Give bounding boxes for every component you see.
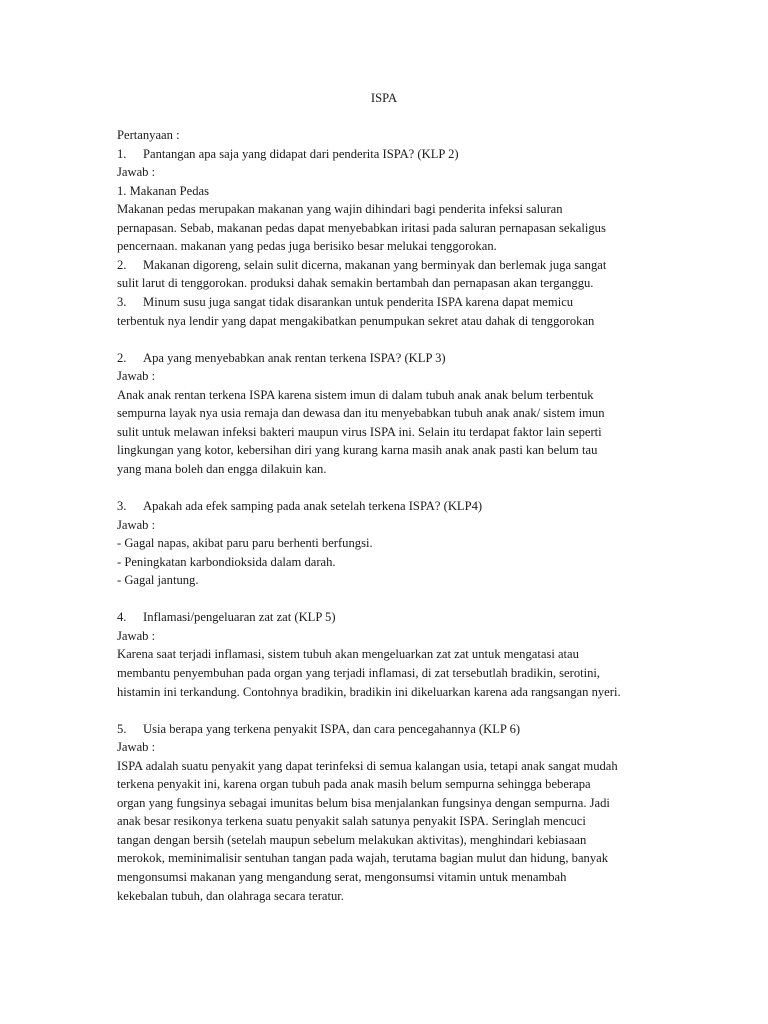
text-line: sempurna layak nya usia remaja dan dewasa dan itu menyebabkan tubuh anak anak/ sistem imun [117, 406, 605, 421]
document-title: ISPA [370, 91, 398, 105]
text-line: Karena saat terjadi inflamasi, sistem tubuh akan mengeluarkan zat zat untuk mengatasi atau [117, 647, 579, 662]
text-line: kekebalan tubuh, dan olahraga secara teratur. [117, 888, 344, 903]
text-line: anak besar resikonya terkena suatu penyakit salah satunya penyakit ISPA. Seringlah mencuci [117, 814, 586, 829]
text-line [117, 497, 482, 515]
text-line: Makanan pedas merupakan makanan yang wajin dihindari bagi penderita infeksi saluran [117, 202, 563, 217]
text-line [117, 145, 459, 163]
list-number: 2. [117, 350, 127, 365]
text-line: Anak anak rentan terkena ISPA karena sistem imun di dalam tubuh anak anak belum terbentuk [117, 387, 594, 402]
text-line: merokok, meminimalisir sentuhan tangan pada wajah, terutama bagian mulut dan hidung, banyak [117, 851, 609, 866]
text-line [117, 349, 446, 367]
text-line: organ yang fungsinya sebagai imunitas belum bisa menjalankan fungsinya dengan sempurna. Jadi [117, 795, 610, 810]
list-number: 1. [117, 146, 127, 161]
text-line [117, 608, 336, 626]
text-line: histamin ini terkandung. Contohnya bradikin, bradikin ini dikeluarkan karena ada rangsangan nyeri. [117, 684, 621, 699]
text-line: mengonsumsi makanan yang mengandung serat, mengonsumsi vitamin untuk menambah [117, 870, 567, 884]
text-line: - Peningkatan karbondioksida dalam darah. [117, 554, 336, 569]
list-number: 5. [117, 721, 127, 736]
list-number: 2. [117, 257, 127, 272]
list-number: 4. [117, 610, 127, 625]
text-line: Jawab : [117, 740, 156, 755]
text-line: sulit larut di tenggorokan. produksi dahak semakin bertambah dan pernapasan akan terganggu. [117, 276, 594, 291]
text-line: Pertanyaan : [117, 128, 180, 142]
text-line: Jawab : [117, 517, 156, 532]
list-number: 3. [117, 499, 127, 513]
text-line: yang mana boleh dan engga dilakuin kan. [117, 461, 327, 476]
text-line [117, 720, 520, 738]
list-text: Makanan digoreng, selain sulit dicerna, makanan yang berminyak dan berlemak juga sangat [143, 257, 607, 272]
text-line: pernapasan. Sebab, makanan pedas dapat menyebabkan iritasi pada saluran pernapasan sekaligus [117, 220, 606, 235]
text-line: 1. Makanan Pedas [117, 183, 209, 198]
list-number: 3. [117, 294, 127, 309]
text-line: membantu penyembuhan pada organ yang terjadi inflamasi, di zat tersebutlah bradikin, serotini, [117, 665, 601, 680]
text-line: - Gagal jantung. [117, 573, 199, 588]
list-text: Pantangan apa saja yang didapat dari penderita ISPA? (KLP 2) [143, 146, 459, 161]
text-line: Jawab : [117, 369, 156, 384]
list-text: Inflamasi/pengeluaran zat zat (KLP 5) [143, 610, 336, 625]
text-line: Jawab : [117, 165, 156, 180]
list-text: Minum susu juga sangat tidak disarankan untuk penderita ISPA karena dapat memicu [143, 294, 574, 309]
text-line: lingkungan yang kotor, kebersihan diri yang kurang karna masih anak anak pasti kan belum tau [117, 443, 598, 458]
text-line: - Gagal napas, akibat paru paru berhenti berfungsi. [117, 536, 373, 551]
text-line [117, 293, 573, 311]
text-line: pencernaan. makanan yang pedas juga berisiko besar melukai tenggorokan. [117, 239, 497, 254]
text-line: terbentuk nya lendir yang dapat mengakibatkan penumpukan sekret atau dahak di tenggorokan [117, 313, 595, 328]
list-text: Apa yang menyebabkan anak rentan terkena ISPA? (KLP 3) [143, 350, 446, 365]
text-line: ISPA adalah suatu penyakit yang dapat terinfeksi di semua kalangan usia, tetapi anak sangat mudah [117, 758, 618, 773]
text-line: sulit untuk melawan infeksi bakteri maupun virus ISPA ini. Selain itu terdapat faktor lain seperti [117, 424, 602, 439]
text-line: tangan dengan bersih (setelah maupun sebelum melakukan aktivitas), menghindari kebiasaan [117, 832, 587, 847]
list-text: Usia berapa yang terkena penyakit ISPA, dan cara pencegahannya (KLP 6) [143, 721, 521, 736]
text-line: Jawab : [117, 628, 156, 643]
list-text: Apakah ada efek samping pada anak setelah terkena ISPA? (KLP4) [143, 499, 483, 513]
text-line: terkena penyakit ini, karena organ tubuh pada anak masih belum sempurna sehingga beberapa [117, 777, 591, 792]
text-line [117, 256, 606, 274]
